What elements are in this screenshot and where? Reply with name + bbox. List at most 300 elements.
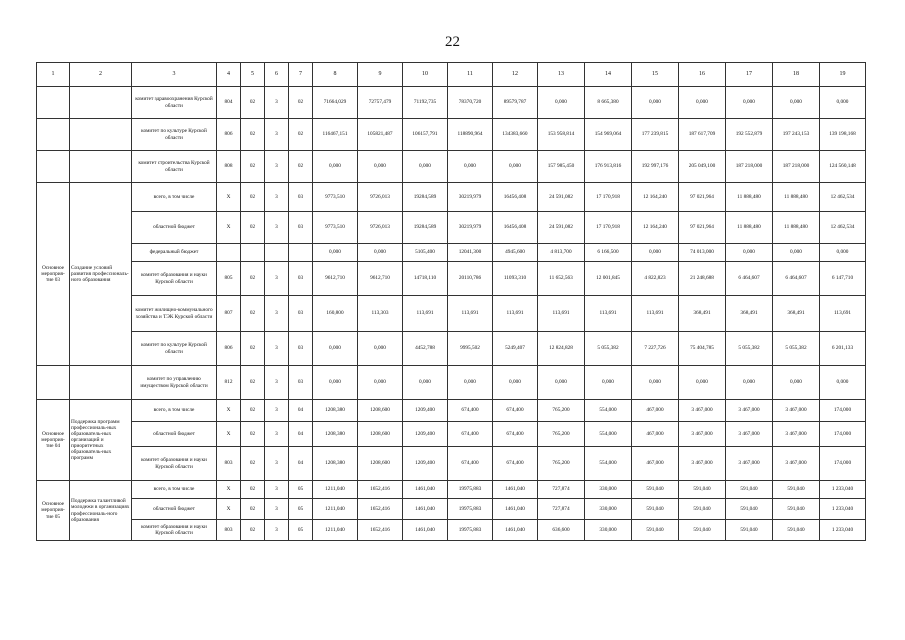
measure-cell — [37, 119, 70, 151]
value-cell: 0,000 — [493, 366, 538, 400]
value-cell: 12 164,240 — [632, 183, 679, 212]
value-cell: 19284,589 — [403, 212, 448, 244]
value-cell: 0,000 — [448, 151, 493, 183]
value-cell: 12 462,534 — [820, 212, 866, 244]
measure-name-cell — [70, 119, 132, 151]
executor-cell: комитет по управлению имуществом Курской области — [132, 366, 217, 400]
value-cell: 0,000 — [773, 244, 820, 262]
value-cell: 75 404,785 — [679, 332, 726, 366]
value-cell: 1461,040 — [493, 520, 538, 541]
value-cell: 0,000 — [585, 366, 632, 400]
value-cell: 02 — [241, 332, 265, 366]
value-cell: 03 — [289, 262, 313, 296]
executor-cell: федеральный бюджет — [132, 244, 217, 262]
value-cell: 72757,479 — [358, 87, 403, 119]
value-cell: 467,000 — [632, 400, 679, 422]
value-cell: 804 — [217, 87, 241, 119]
value-cell: 3 467,000 — [773, 447, 820, 481]
executor-cell: областной бюджет — [132, 422, 217, 447]
value-cell: 368,491 — [726, 296, 773, 332]
value-cell: 1652,416 — [358, 499, 403, 520]
value-cell: 02 — [241, 447, 265, 481]
value-cell: 05 — [289, 481, 313, 499]
header-cell: 13 — [538, 63, 585, 87]
table-row — [37, 366, 866, 400]
value-cell: 6 147,710 — [820, 262, 866, 296]
value-cell: 0,000 — [820, 244, 866, 262]
value-cell: 04 — [289, 400, 313, 422]
value-cell: 4452,788 — [403, 332, 448, 366]
value-cell: X — [217, 400, 241, 422]
value-cell: 113,303 — [358, 296, 403, 332]
value-cell: 0,000 — [632, 87, 679, 119]
value-cell: 765,200 — [538, 422, 585, 447]
table-row — [37, 332, 866, 366]
table-row — [37, 400, 866, 422]
value-cell: 1652,416 — [358, 520, 403, 541]
executor-cell: всего, в том числе — [132, 481, 217, 499]
value-cell: 0,000 — [448, 366, 493, 400]
value-cell: 591,040 — [632, 481, 679, 499]
value-cell: 16456,408 — [493, 183, 538, 212]
value-cell: 12 001,845 — [585, 262, 632, 296]
value-cell: 1211,040 — [313, 520, 358, 541]
value-cell: 3 — [265, 400, 289, 422]
value-cell: 0,000 — [679, 87, 726, 119]
value-cell: 3 — [265, 422, 289, 447]
value-cell: 20110,786 — [448, 262, 493, 296]
header-cell: 3 — [132, 63, 217, 87]
measure-cell: Основное мероприя-тие 03 — [37, 183, 70, 366]
value-cell: 7 227,726 — [632, 332, 679, 366]
value-cell: 1208,380 — [313, 447, 358, 481]
value-cell: 97 021,964 — [679, 212, 726, 244]
value-cell: 1461,040 — [493, 481, 538, 499]
value-cell: 30219,979 — [448, 183, 493, 212]
value-cell: 174,000 — [820, 447, 866, 481]
value-cell: 9773,510 — [313, 183, 358, 212]
value-cell: 0,000 — [493, 151, 538, 183]
value-cell: 4 822,823 — [632, 262, 679, 296]
executor-cell: комитет строительства Курской области — [132, 151, 217, 183]
value-cell: 0,000 — [538, 366, 585, 400]
value-cell: 674,400 — [493, 447, 538, 481]
value-cell: 1 233,040 — [820, 520, 866, 541]
measure-cell — [37, 87, 70, 119]
value-cell: X — [217, 212, 241, 244]
table-row — [37, 447, 866, 481]
value-cell: 04 — [289, 422, 313, 447]
value-cell: 78370,720 — [448, 87, 493, 119]
value-cell: 12 462,534 — [820, 183, 866, 212]
value-cell: 5 055,382 — [773, 332, 820, 366]
value-cell: 11 652,563 — [538, 262, 585, 296]
value-cell: 554,000 — [585, 447, 632, 481]
value-cell: 3 — [265, 332, 289, 366]
value-cell: 803 — [217, 447, 241, 481]
value-cell: 1461,040 — [403, 499, 448, 520]
value-cell: 02 — [241, 499, 265, 520]
value-cell: 187 617,709 — [679, 119, 726, 151]
executor-cell: комитет жилищно-коммунального хозяйства и ТЭК Курской области — [132, 296, 217, 332]
value-cell: 8 665,380 — [585, 87, 632, 119]
value-cell: 6 201,133 — [820, 332, 866, 366]
value-cell: 727,874 — [538, 499, 585, 520]
executor-cell: комитет образования и науки Курской области — [132, 520, 217, 541]
value-cell: 5105,400 — [403, 244, 448, 262]
value-cell: 139 198,168 — [820, 119, 866, 151]
value-cell: 02 — [241, 119, 265, 151]
value-cell: 113,691 — [585, 296, 632, 332]
value-cell: 19284,589 — [403, 183, 448, 212]
value-cell: 591,040 — [773, 499, 820, 520]
measure-name-cell — [70, 366, 132, 400]
value-cell: 1209,400 — [403, 422, 448, 447]
value-cell: 1208,380 — [313, 400, 358, 422]
value-cell: 19975,883 — [448, 481, 493, 499]
measure-name-cell: Создание условий развития профессиональ-ного образования — [70, 183, 132, 366]
value-cell: X — [217, 422, 241, 447]
value-cell: 02 — [241, 520, 265, 541]
value-cell: 591,040 — [632, 499, 679, 520]
value-cell: 19975,883 — [448, 499, 493, 520]
value-cell: 134383,660 — [493, 119, 538, 151]
value-cell: 17 170,918 — [585, 212, 632, 244]
value-cell: 113,691 — [403, 296, 448, 332]
value-cell: 3 467,000 — [679, 447, 726, 481]
header-cell: 10 — [403, 63, 448, 87]
value-cell: 30219,979 — [448, 212, 493, 244]
measure-cell: Основное мероприя-тие 04 — [37, 400, 70, 481]
value-cell: 71192,735 — [403, 87, 448, 119]
measure-name-cell — [70, 151, 132, 183]
executor-cell: комитет образования и науки Курской области — [132, 447, 217, 481]
value-cell: 1211,040 — [313, 481, 358, 499]
value-cell: 05 — [289, 520, 313, 541]
value-cell: 153 958,814 — [538, 119, 585, 151]
value-cell: 02 — [241, 400, 265, 422]
table-row — [37, 151, 866, 183]
value-cell: 03 — [289, 183, 313, 212]
value-cell: X — [217, 481, 241, 499]
table-row — [37, 212, 866, 244]
value-cell: 3 — [265, 499, 289, 520]
value-cell: 3 — [265, 296, 289, 332]
value-cell: 1208,600 — [358, 422, 403, 447]
value-cell: 02 — [289, 119, 313, 151]
value-cell: 0,000 — [358, 244, 403, 262]
value-cell: 3 467,000 — [773, 400, 820, 422]
value-cell: 17 170,918 — [585, 183, 632, 212]
value-cell: 16456,408 — [493, 212, 538, 244]
value-cell: 113,691 — [632, 296, 679, 332]
value-cell: 02 — [289, 151, 313, 183]
value-cell: 806 — [217, 332, 241, 366]
value-cell: 591,040 — [679, 481, 726, 499]
value-cell: 0,000 — [403, 366, 448, 400]
value-cell: 0,000 — [313, 151, 358, 183]
value-cell: 3 467,000 — [679, 422, 726, 447]
value-cell: 0,000 — [726, 366, 773, 400]
table-row — [37, 499, 866, 520]
table-row — [37, 481, 866, 499]
table-row — [37, 183, 866, 212]
header-cell: 19 — [820, 63, 866, 87]
header-cell: 11 — [448, 63, 493, 87]
value-cell: 1208,600 — [358, 447, 403, 481]
value-cell: 02 — [241, 183, 265, 212]
value-cell: 803 — [217, 520, 241, 541]
header-cell: 9 — [358, 63, 403, 87]
value-cell: 3 467,000 — [726, 400, 773, 422]
value-cell: 105821,487 — [358, 119, 403, 151]
value-cell: 177 239,815 — [632, 119, 679, 151]
value-cell: 21 248,688 — [679, 262, 726, 296]
header-row — [37, 63, 866, 87]
value-cell: 0,000 — [773, 87, 820, 119]
executor-cell: комитет образования и науки Курской области — [132, 262, 217, 296]
value-cell: 04 — [289, 447, 313, 481]
table-row — [37, 87, 866, 119]
value-cell: 0,000 — [632, 244, 679, 262]
value-cell — [241, 244, 265, 262]
page-number: 22 — [445, 34, 460, 50]
value-cell: 1461,040 — [403, 481, 448, 499]
value-cell: 02 — [241, 422, 265, 447]
value-cell: 805 — [217, 262, 241, 296]
measure-name-cell — [70, 87, 132, 119]
value-cell: 176 913,816 — [585, 151, 632, 183]
value-cell: 9612,710 — [358, 262, 403, 296]
value-cell: 11 888,480 — [773, 212, 820, 244]
measure-name-cell: Поддержка программ профессиональ-ных образователь-ных организаций и приоритетных образователь-ных программ — [70, 400, 132, 481]
value-cell: 11093,310 — [493, 262, 538, 296]
header-cell: 4 — [217, 63, 241, 87]
value-cell: 3 — [265, 447, 289, 481]
value-cell: 3 — [265, 87, 289, 119]
measure-cell — [37, 366, 70, 400]
value-cell: 674,400 — [448, 422, 493, 447]
header-cell: 15 — [632, 63, 679, 87]
value-cell: 3 — [265, 212, 289, 244]
value-cell: 174,000 — [820, 422, 866, 447]
executor-cell: областной бюджет — [132, 212, 217, 244]
header-cell: 8 — [313, 63, 358, 87]
value-cell: 674,400 — [448, 447, 493, 481]
value-cell: 4 813,700 — [538, 244, 585, 262]
value-cell: 113,691 — [820, 296, 866, 332]
value-cell: 02 — [241, 296, 265, 332]
value-cell: 11 888,480 — [726, 183, 773, 212]
value-cell: 02 — [241, 87, 265, 119]
value-cell: 3 — [265, 481, 289, 499]
value-cell: 0,000 — [313, 244, 358, 262]
value-cell: 97 021,964 — [679, 183, 726, 212]
value-cell: 02 — [241, 151, 265, 183]
value-cell: 3 — [265, 151, 289, 183]
value-cell: 03 — [289, 366, 313, 400]
header-cell: 18 — [773, 63, 820, 87]
value-cell: 03 — [289, 212, 313, 244]
header-cell: 16 — [679, 63, 726, 87]
value-cell: 12041,300 — [448, 244, 493, 262]
value-cell: 187 218,000 — [773, 151, 820, 183]
value-cell: 727,874 — [538, 481, 585, 499]
value-cell: 192 997,176 — [632, 151, 679, 183]
value-cell: 636,600 — [538, 520, 585, 541]
value-cell: 0,000 — [358, 151, 403, 183]
value-cell: 808 — [217, 151, 241, 183]
value-cell: 6 464,607 — [773, 262, 820, 296]
value-cell: 674,400 — [493, 422, 538, 447]
value-cell: 160,800 — [313, 296, 358, 332]
table-row — [37, 244, 866, 262]
table-row — [37, 262, 866, 296]
value-cell: 124 560,148 — [820, 151, 866, 183]
value-cell: 14718,110 — [403, 262, 448, 296]
value-cell: 03 — [289, 296, 313, 332]
value-cell: 1 233,040 — [820, 499, 866, 520]
value-cell: 0,000 — [632, 366, 679, 400]
value-cell: 9726,013 — [358, 183, 403, 212]
value-cell: 3 467,000 — [773, 422, 820, 447]
measure-cell: Основное мероприя-тие 05 — [37, 481, 70, 541]
measure-name-cell: Поддержка талантливой молодежи в организациях профессиональ-ного образования — [70, 481, 132, 541]
value-cell: 3 — [265, 119, 289, 151]
header-cell: 12 — [493, 63, 538, 87]
value-cell: 591,040 — [726, 520, 773, 541]
value-cell: 591,040 — [632, 520, 679, 541]
value-cell: 02 — [241, 262, 265, 296]
value-cell: 1208,380 — [313, 422, 358, 447]
value-cell: 674,400 — [448, 400, 493, 422]
executor-cell: комитет здравоохранения Курской области — [132, 87, 217, 119]
header-cell: 5 — [241, 63, 265, 87]
value-cell: 591,040 — [679, 499, 726, 520]
value-cell: 1208,600 — [358, 400, 403, 422]
value-cell: 106157,791 — [403, 119, 448, 151]
value-cell: 591,040 — [773, 481, 820, 499]
value-cell: 1209,400 — [403, 447, 448, 481]
value-cell: 11 888,480 — [726, 212, 773, 244]
value-cell — [265, 244, 289, 262]
executor-cell: всего, в том числе — [132, 183, 217, 212]
value-cell: 6 464,607 — [726, 262, 773, 296]
value-cell: 5 055,382 — [585, 332, 632, 366]
value-cell: 674,400 — [493, 400, 538, 422]
value-cell: 24 591,082 — [538, 183, 585, 212]
table-row — [37, 520, 866, 541]
value-cell: 3 — [265, 366, 289, 400]
value-cell: 765,200 — [538, 447, 585, 481]
value-cell: 1211,040 — [313, 499, 358, 520]
value-cell: 0,000 — [313, 332, 358, 366]
value-cell: 1 233,040 — [820, 481, 866, 499]
value-cell: 0,000 — [820, 87, 866, 119]
value-cell: 554,000 — [585, 422, 632, 447]
table-row — [37, 119, 866, 151]
header-cell: 17 — [726, 63, 773, 87]
value-cell — [289, 244, 313, 262]
value-cell: 12 164,240 — [632, 212, 679, 244]
header-cell: 14 — [585, 63, 632, 87]
value-cell: 116467,151 — [313, 119, 358, 151]
value-cell: 24 591,082 — [538, 212, 585, 244]
value-cell: 765,200 — [538, 400, 585, 422]
header-cell: 2 — [70, 63, 132, 87]
value-cell: 113,691 — [448, 296, 493, 332]
value-cell: 19975,883 — [448, 520, 493, 541]
value-cell: 0,000 — [726, 87, 773, 119]
value-cell: 0,000 — [726, 244, 773, 262]
executor-cell: областной бюджет — [132, 499, 217, 520]
executor-cell: всего, в том числе — [132, 400, 217, 422]
value-cell: 3 — [265, 262, 289, 296]
value-cell: 187 218,000 — [726, 151, 773, 183]
value-cell: 4945,600 — [493, 244, 538, 262]
header-cell: 7 — [289, 63, 313, 87]
value-cell: 154 969,064 — [585, 119, 632, 151]
value-cell: 74 013,000 — [679, 244, 726, 262]
value-cell: 02 — [289, 87, 313, 119]
value-cell: 1209,400 — [403, 400, 448, 422]
value-cell: 5249,407 — [493, 332, 538, 366]
value-cell: 1461,040 — [403, 520, 448, 541]
value-cell: 5 055,382 — [726, 332, 773, 366]
value-cell: 192 552,879 — [726, 119, 773, 151]
value-cell: 591,040 — [726, 499, 773, 520]
value-cell: 9773,510 — [313, 212, 358, 244]
value-cell: 330,000 — [585, 520, 632, 541]
value-cell: 330,000 — [585, 499, 632, 520]
value-cell: 03 — [289, 332, 313, 366]
value-cell: 3 467,000 — [726, 447, 773, 481]
value-cell: X — [217, 183, 241, 212]
value-cell: 467,000 — [632, 422, 679, 447]
value-cell: 3 — [265, 183, 289, 212]
value-cell: 330,000 — [585, 481, 632, 499]
table-row — [37, 296, 866, 332]
value-cell: 9612,710 — [313, 262, 358, 296]
value-cell: 0,000 — [679, 366, 726, 400]
value-cell: 368,491 — [679, 296, 726, 332]
value-cell: 02 — [241, 366, 265, 400]
value-cell: 197 243,153 — [773, 119, 820, 151]
value-cell: 812 — [217, 366, 241, 400]
value-cell: X — [217, 499, 241, 520]
value-cell: 0,000 — [403, 151, 448, 183]
value-cell: 591,040 — [679, 520, 726, 541]
value-cell: 6 166,500 — [585, 244, 632, 262]
header-cell: 6 — [265, 63, 289, 87]
value-cell — [217, 244, 241, 262]
value-cell: 554,000 — [585, 400, 632, 422]
value-cell: 0,000 — [538, 87, 585, 119]
value-cell: 157 985,450 — [538, 151, 585, 183]
budget-table — [36, 62, 866, 541]
table-row — [37, 422, 866, 447]
header-cell: 1 — [37, 63, 70, 87]
value-cell: 118890,964 — [448, 119, 493, 151]
value-cell: 1461,040 — [493, 499, 538, 520]
value-cell: 591,040 — [773, 520, 820, 541]
value-cell: 806 — [217, 119, 241, 151]
value-cell: 174,000 — [820, 400, 866, 422]
value-cell: 113,691 — [538, 296, 585, 332]
value-cell: 205 049,100 — [679, 151, 726, 183]
value-cell: 71664,029 — [313, 87, 358, 119]
value-cell: 9726,013 — [358, 212, 403, 244]
